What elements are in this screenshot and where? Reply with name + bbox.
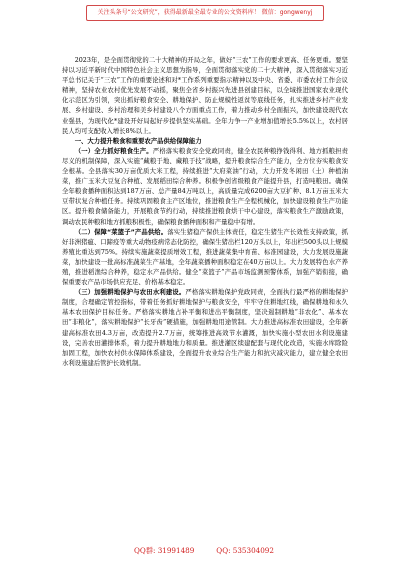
subsection-paragraph: （二）保障“菜篮子”产品供给。落实生猪稳产保供主体责任，稳定生猪生产长效性支持政策，抓好非洲猪瘟、口蹄疫等重大动物疫病常态化防控，确保生猪出栏120万头以上，年出栏500头以上规模养殖比重达到75%。持续实施蔬菜提质增效工程，推进蔬菜集中育苗、标准园建设，大力发展设施蔬菜，加快建设一批高标准蔬菜生产基地，全年蔬菜播种面积稳定在40万亩以上。大力发展特色水产养殖，推进稻渔综合种养，稳定水产品供给。健全“菜篮子”产品市场监测预警体系，加强产销衔接，确保重要农产品市场供应充足、价格基本稳定。	[62, 228, 349, 287]
section-heading: 一、大力提升粮食和重要农产品供给保障能力	[74, 137, 202, 145]
qq-group: QQ群: 31991489	[134, 546, 195, 555]
subsection-title: （三）加强耕地保护与农田水利建设。	[74, 289, 186, 297]
intro-paragraph: 2023年，是全面贯彻党的二十大精神的开局之年，做好“三农”工作的要求更高、任务更重。要坚持以习近平新时代中国特色社会主义思想为指导，全面贯彻落实党的二十大精神，深入贯彻落实习近平总书记关于“三农”工作的重要论述和对*工作系列重要指示精神以及中央、省委、市委农村工作会议精神，坚持农业农村优先发展不动摇，聚焦全省乡村振兴先进县创建目标，以全域推进国家农业现代化示范区为引领，突出抓好粮食安全、耕地保护、防止规模性返贫等底线任务，扎实推进乡村产业发展、乡村建设、乡村治理和美乡村建设八个方面重点工作，着力推动乡村全面振兴，加快建设现代农业强县，为现代化*建设开好局起好步提供坚实基础。全年力争一产业增加值增长5.5%以上，农村居民人均可支配收入增长8%以上。	[62, 57, 348, 135]
subsection-paragraph: （一）全力抓好粮食生产。严格落实粮食安全党政同责，健全农民种粮挣钱得利、地方抓粮担责尽义的机制保障，深入实施“藏粮于地、藏粮于技”战略，提升粮食综合生产能力，全方位夯实粮食安全根基。全县落实30万亩优质大米工程，持续推进“大府菜油”行动，大力开发冬闲田（土）种植油菜，推广玉米大豆复合种植、发展稻田综合种养。积极争创省级粮食产能提升县，打造吨粮田。确保全年粮食播种面积达到187万亩、总产量84万吨以上，高质量完成6200亩大豆扩种、8.1万亩玉米大豆带状复合种植任务。持续巩固粮食主产区地位，推进粮食生产全程机械化，加快建设粮食生产功能区。提升粮食储备能力，开展粮食节约行动，持续推进粮食烘干中心建设，落实粮食生产激励政策，调动农民种粮和地方抓粮积极性，确保粮食播种面积和产量稳中有增。	[62, 147, 348, 226]
subsection-title: （二）保障“菜篮子”产品供给。	[74, 228, 168, 236]
document-body	[62, 56, 348, 369]
contact-footer	[0, 546, 408, 556]
subsection-paragraph: （三）加强耕地保护与农田水利建设。严格落实耕地保护党政同责，全面执行最严格的耕地保护制度，合理确定管控指标，带着任务抓好耕地保护与粮食安全，牢牢守住耕地红线，确保耕地和永久基本农田保护目标任务。严格落实耕地占补平衡和进出平衡制度，坚决遏制耕地“非农化”、基本农田“非粮化”，落实耕地保护“长牙齿”硬措施，加强耕地用途管制。大力推进高标准农田建设，全年新建高标准农田4.3万亩，改造提升2.7万亩，统筹推进高效节水灌溉，加快实施小型农田水利设施建设，完善农田灌排体系，着力提升耕地地力和质量。推进灌区续建配套与现代化改造，实施水库除险加固工程，加快农村供水保障体系建设，全面提升农业综合生产能力和抗灾减灾能力，建立健全农田水利设施建后管护长效机制。	[62, 289, 348, 367]
subsection-title: （一）全力抓好粮食生产。	[74, 147, 153, 155]
promo-banner: 关注头条号“公文研究”，获得最新最全最专业的公文资料库！ 微信：gongwenyj	[86, 5, 324, 21]
qq-number: QQ: 535304092	[216, 546, 274, 555]
